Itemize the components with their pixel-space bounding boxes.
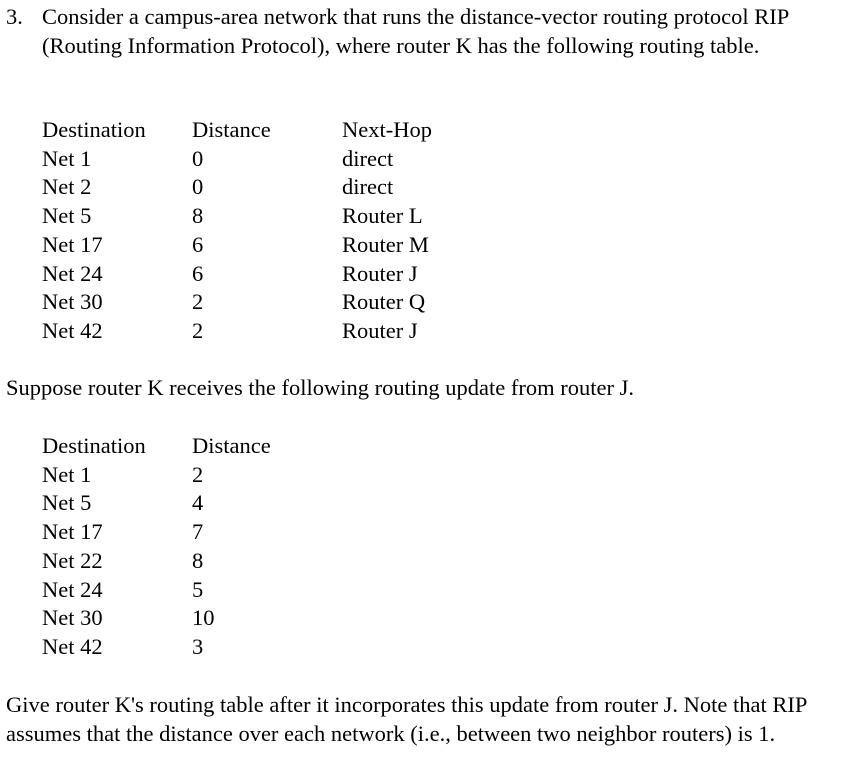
destination-cell: Net 30 xyxy=(42,289,103,315)
routing-table xyxy=(42,116,542,346)
table-row xyxy=(42,317,542,346)
distance-cell: 7 xyxy=(192,519,204,545)
table-row xyxy=(42,576,342,605)
update-intro: Suppose router K receives the following routing update from router J. xyxy=(6,375,634,400)
question-text: Give router K's routing table after it incorporates this update from router J. Note that RIP assumes that the distance over each network (i.e., between two neighbor routers) is 1. xyxy=(6,692,807,746)
header-distance: Distance xyxy=(192,117,271,142)
header-destination: Destination xyxy=(42,117,146,142)
problem-intro: Consider a campus-area network that runs the distance-vector routing protocol RIP (Routing Information Protocol), where router K has the following routing table. xyxy=(42,4,789,58)
destination-cell: Net 5 xyxy=(42,490,92,516)
table-row xyxy=(42,489,342,518)
next-hop-cell: Router J xyxy=(342,260,418,286)
distance-cell: 0 xyxy=(192,145,204,171)
table-row xyxy=(42,173,542,202)
distance-cell: 2 xyxy=(192,289,204,315)
destination-cell: Net 5 xyxy=(42,203,92,229)
distance-cell: 8 xyxy=(192,547,204,573)
table-row xyxy=(42,202,542,231)
header-next-hop: Next-Hop xyxy=(342,117,432,142)
destination-cell: Net 42 xyxy=(42,633,103,659)
distance-cell: 5 xyxy=(192,576,204,602)
distance-cell: 2 xyxy=(192,317,204,343)
next-hop-cell: Router M xyxy=(342,231,429,257)
distance-cell: 8 xyxy=(192,203,204,229)
next-hop-cell: Router L xyxy=(342,203,423,229)
distance-cell: 6 xyxy=(192,231,204,257)
distance-cell: 0 xyxy=(192,174,204,200)
destination-cell: Net 24 xyxy=(42,260,103,286)
destination-cell: Net 1 xyxy=(42,145,92,171)
update-table xyxy=(42,432,342,662)
question-number: 3. xyxy=(6,4,23,29)
table-row xyxy=(42,288,542,317)
next-hop-cell: direct xyxy=(342,145,394,171)
destination-cell: Net 1 xyxy=(42,461,92,487)
distance-cell: 2 xyxy=(192,461,204,487)
routing-table-header xyxy=(42,116,542,145)
next-hop-cell: direct xyxy=(342,174,394,200)
distance-cell: 3 xyxy=(192,633,204,659)
distance-cell: 10 xyxy=(192,605,215,631)
table-row xyxy=(42,518,342,547)
destination-cell: Net 22 xyxy=(42,547,103,573)
table-row xyxy=(42,145,542,174)
table-row xyxy=(42,547,342,576)
next-hop-cell: Router J xyxy=(342,317,418,343)
destination-cell: Net 17 xyxy=(42,519,103,545)
table-row xyxy=(42,231,542,260)
destination-cell: Net 30 xyxy=(42,605,103,631)
table-row xyxy=(42,633,342,662)
header-distance: Distance xyxy=(192,433,271,458)
destination-cell: Net 17 xyxy=(42,231,103,257)
destination-cell: Net 42 xyxy=(42,317,103,343)
table-row xyxy=(42,260,542,289)
header-destination: Destination xyxy=(42,433,146,458)
update-table-header xyxy=(42,432,342,461)
table-row xyxy=(42,604,342,633)
destination-cell: Net 24 xyxy=(42,576,103,602)
distance-cell: 6 xyxy=(192,260,204,286)
destination-cell: Net 2 xyxy=(42,174,92,200)
distance-cell: 4 xyxy=(192,490,204,516)
table-row xyxy=(42,461,342,490)
next-hop-cell: Router Q xyxy=(342,289,426,315)
